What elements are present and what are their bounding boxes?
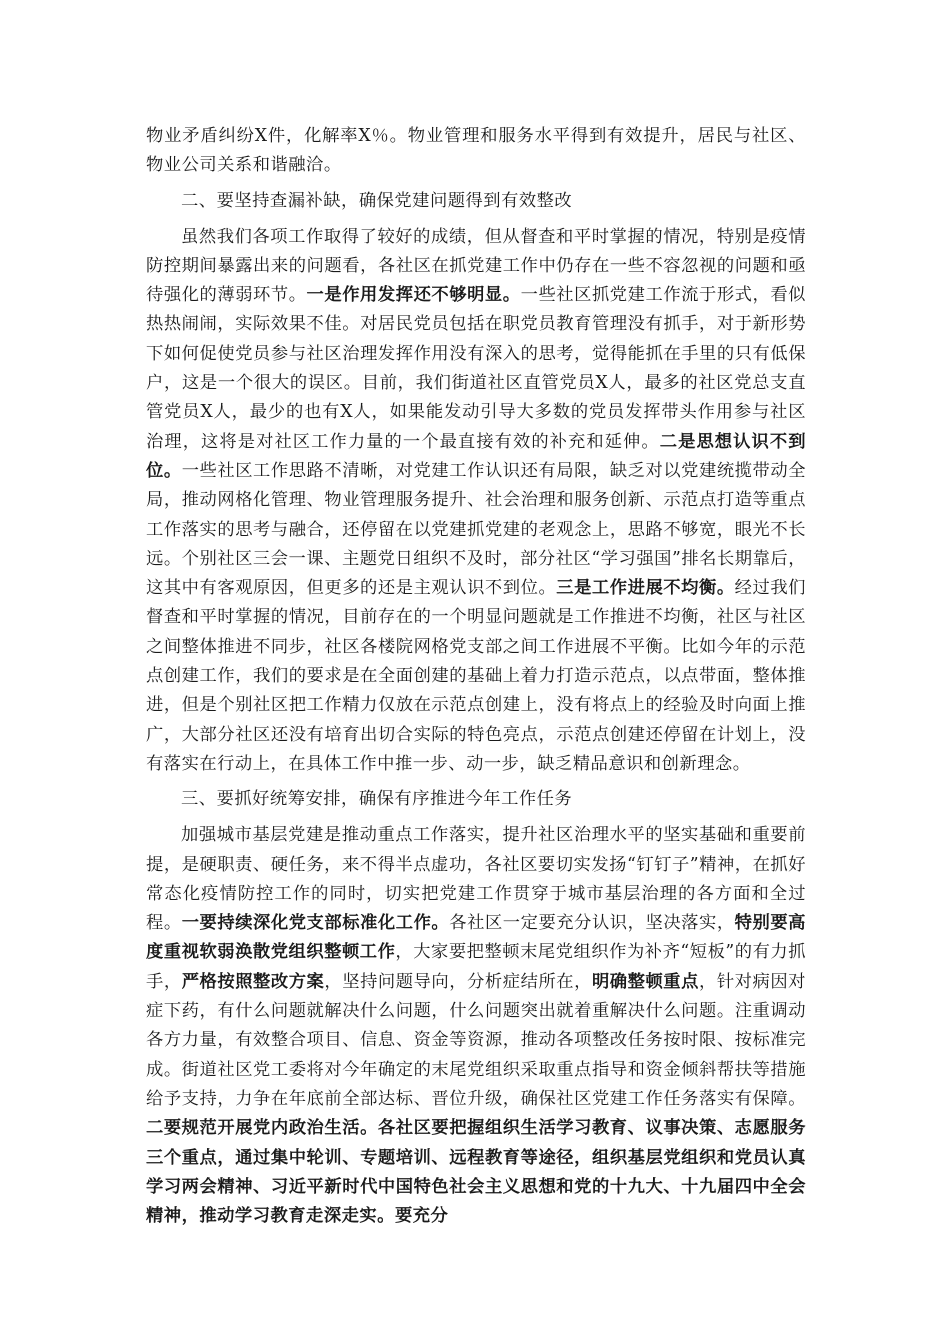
text-run: ，坚持问题导向，分析症结所在，: [324, 971, 592, 992]
section-3-paragraph: [146, 821, 806, 1231]
emphasis-run: 严格按照整改方案: [181, 971, 325, 992]
emphasis-run: 特别要高度重视软弱涣散党组织整顿工作: [146, 913, 806, 963]
text-run: 加强城市基层党建是推动重点工作落实，提升社区治理水平的坚实基础和重要前提，是硬职责、硬任务，来不得半点虚功，各社区要切实发扬“钉钉子”精神，在抓好常态化疫情防控工作的同时，切实把党建工作贯穿于城市基层治理的各方面和全过程。: [146, 825, 806, 934]
bold-point-1: 一是作用发挥还不够明显。: [306, 285, 521, 306]
document-body: [146, 122, 806, 1231]
bold-point-2: 二是思想认识不到位。: [146, 431, 806, 481]
text-run: 一些社区抓党建工作流于形式，看似热热闹闹，实际效果不佳。对居民党员包括在职党员教育管理没有抓手，对于新形势下如何促使党员参与社区治理发挥作用没有深入的思考，觉得能抓在手里的只有低保户，这是一个很大的误区。目前，我们街道社区直管党员X人，最多的社区党总支直管党员X人，最少的也有X人，如果能发动引导大多数的党员发挥带头作用参与社区治理，这将是对社区工作力量的一个最直接有效的补充和延伸。: [146, 285, 806, 452]
section-heading-3: 三、要抓好统筹安排，确保有序推进今年工作任务: [181, 789, 573, 810]
bold-point-1: 一要持续深化党支部标准化工作。: [181, 913, 450, 934]
emphasis-run: 明确整顿重点: [591, 971, 699, 992]
text-run: ，大家要把整顿末尾党组织作为补齐“短板”的有力抓手，: [146, 942, 806, 992]
text-run: 一些社区工作思路不清晰，对党建工作认识还有局限，缺乏对以党建统揽带动全局，推动网格化管理、物业管理服务提升、社会治理和服务创新、示范点打造等重点工作落实的思考与融合，还停留在以党建抓党建的老观念上，思路不够宽，眼光不长远。个别社区三会一课、主题党日组织不及时，部分社区“学习强国”排名长期靠后，这其中有客观原因，但更多的还是主观认识不到位。: [146, 460, 806, 599]
text-run: 各社区一定要充分认识，坚决落实，: [449, 913, 735, 934]
text-run: ，针对病因对症下药，有什么问题就解决什么问题，什么问题突出就着重解决什么问题。注重调动各方力量，有效整合项目、信息、资金等资源，推动各项整改任务按时限、按标准完成。街道社区党工委将对今年确定的末尾党组织采取重点指导和资金倾斜帮扶等措施给予支持，力争在年底前全部达标、晋位升级，确保社区党建工作任务落实有保障。: [146, 971, 806, 1109]
bold-point-3: 三是工作进展不均衡。: [556, 578, 735, 599]
bold-point-2: 二要规范开展党内政治生活。: [146, 1118, 378, 1139]
text-run: 虽然我们各项工作取得了较好的成绩，但从督查和平时掌握的情况，特别是疫情防控期间暴露出来的问题看，各社区在抓党建工作中仍存在一些不容忽视的问题和亟待强化的薄弱环节。: [146, 226, 806, 306]
emphasis-run: 各社区要把握组织生活学习教育、议事决策、志愿服务三个重点，通过集中轮训、专题培训、远程教育等途径，组织基层党组织和党员认真学习两会精神、习近平新时代中国特色社会主义思想和党的十九大、十九届四中全会精神，推动学习教育走深走实。要充分: [146, 1118, 806, 1227]
section-2-paragraph: [146, 223, 806, 780]
paragraph-continued: 物业矛盾纠纷X件，化解率X％。物业管理和服务水平得到有效提升，居民与社区、物业公司关系和谐融洽。: [146, 126, 806, 176]
section-heading-2: 二、要坚持查漏补缺，确保党建问题得到有效整改: [181, 190, 573, 211]
text-run: 经过我们督查和平时掌握的情况，目前存在的一个明显问题就是工作推进不均衡，社区与社区之间整体推进不同步，社区各楼院网格党支部之间工作进展不平衡。比如今年的示范点创建工作，我们的要求是在全面创建的基础上着力打造示范点，以点带面，整体推进，但是个别社区把工作精力仅放在示范点创建上，没有将点上的经验及时向面上推广，大部分社区还没有培育出切合实际的特色亮点，示范点创建还停留在计划上，没有落实在行动上，在具体工作中推一步、动一步，缺乏精品意识和创新理念。: [146, 578, 806, 774]
